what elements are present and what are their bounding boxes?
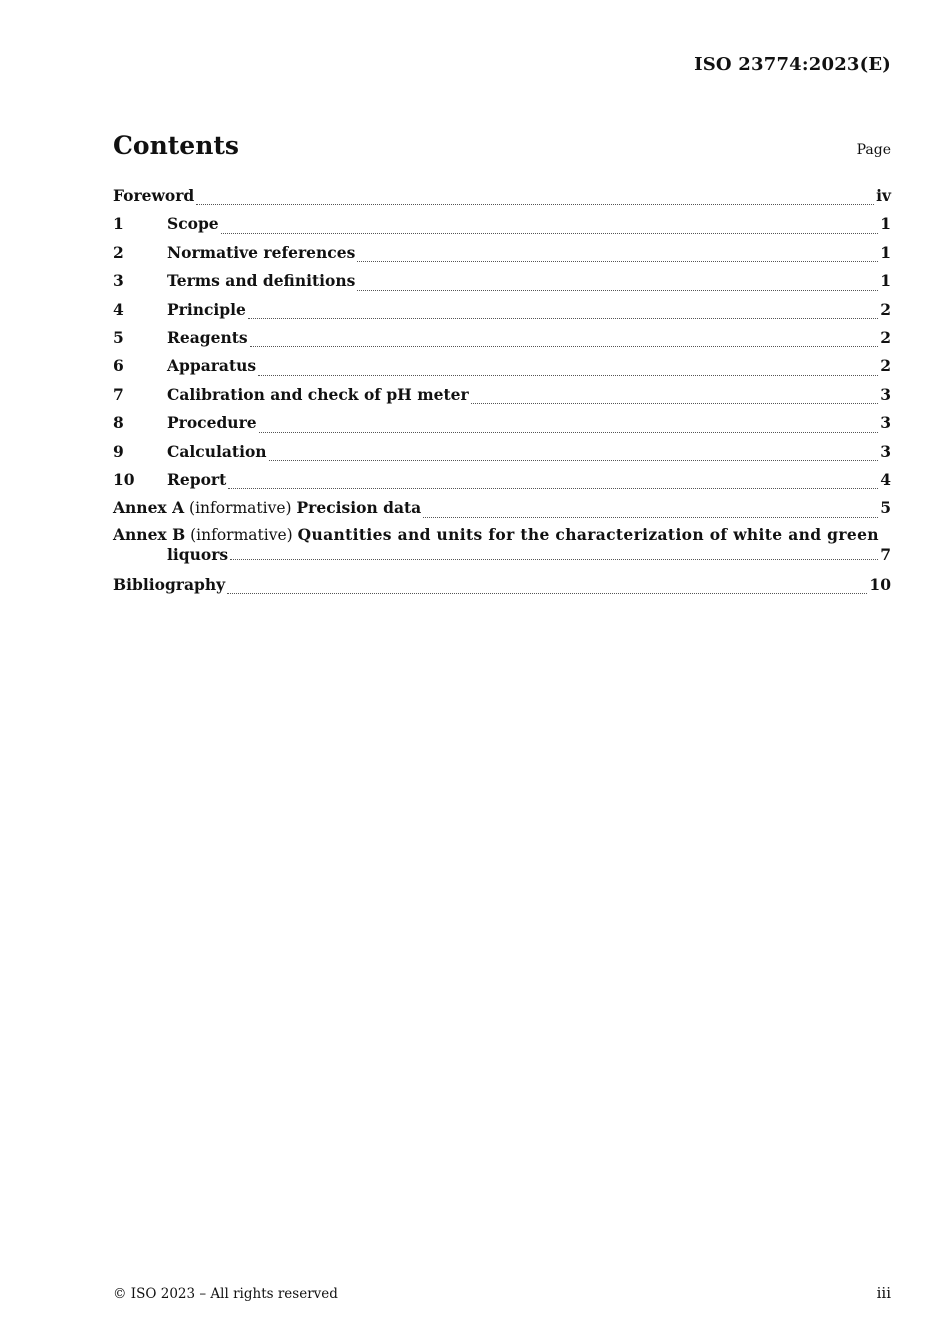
toc-entry-scope[interactable]: [113, 212, 891, 240]
toc-entry-page: 7: [880, 544, 891, 564]
toc-leader-dots: [269, 460, 879, 461]
toc-leader-dots: [228, 488, 878, 489]
toc-entry-title-line1: Quantities and units for the characterization of white and green: [297, 524, 879, 544]
toc-leader-dots: [227, 593, 867, 594]
toc-entry-number: 6: [113, 356, 124, 376]
toc-leader-dots: [471, 403, 879, 404]
toc-entry-calculation[interactable]: [113, 440, 891, 468]
toc-entry-title-line2: liquors: [167, 544, 229, 564]
toc-entry-number: 9: [113, 441, 124, 461]
toc-entry-bibliography[interactable]: [113, 573, 891, 601]
toc-entry-page: 10: [869, 574, 891, 594]
toc-entry-page: 2: [880, 327, 891, 347]
toc-entry-number: 3: [113, 271, 124, 291]
toc-entry-title: Reagents: [167, 327, 248, 347]
toc-entry-apparatus[interactable]: [113, 354, 891, 382]
toc-annex-qualifier: (informative): [185, 525, 298, 544]
toc-leader-dots: [221, 233, 879, 234]
toc-entry-principle[interactable]: [113, 298, 891, 326]
toc-entry-page: 2: [880, 356, 891, 376]
toc-leader-dots: [196, 204, 874, 205]
toc-entry-title: Apparatus: [167, 356, 257, 376]
toc-annex-prefix: Annex B: [113, 524, 186, 544]
toc-entry-page: 2: [880, 299, 891, 319]
toc-entry-terms-and-definitions[interactable]: [113, 269, 891, 297]
table-of-contents: [113, 184, 891, 601]
toc-leader-dots: [230, 559, 878, 560]
toc-leader-dots: [259, 432, 879, 433]
toc-entry-page: 1: [880, 242, 891, 262]
toc-annex-b-line1: [113, 525, 891, 545]
toc-entry-number: 7: [113, 384, 124, 404]
toc-entry-number: 8: [113, 413, 124, 433]
toc-entry-annex-b[interactable]: [113, 525, 891, 565]
page-column-label: Page: [856, 142, 891, 158]
toc-entry-title: Terms and definitions: [167, 271, 356, 291]
toc-entry-number: 5: [113, 327, 124, 347]
footer-page-number: iii: [876, 1284, 891, 1302]
toc-entry-normative-references[interactable]: [113, 241, 891, 269]
toc-entry-annex-a[interactable]: [113, 496, 891, 524]
toc-entry-number: 4: [113, 299, 124, 319]
toc-leader-dots: [357, 261, 878, 262]
footer-copyright: © ISO 2023 – All rights reserved: [113, 1286, 338, 1302]
toc-entry-title: Foreword: [113, 186, 195, 205]
toc-annex-qualifier: (informative): [184, 499, 297, 518]
toc-entry-title: Calibration and check of pH meter: [167, 384, 469, 404]
toc-entry-title: Procedure: [167, 413, 257, 433]
toc-entry-title: Scope: [167, 214, 219, 234]
toc-entry-report[interactable]: [113, 468, 891, 496]
toc-entry-page: 3: [880, 413, 891, 433]
toc-entry-calibration[interactable]: [113, 383, 891, 411]
toc-entry-number: 1: [113, 214, 124, 234]
toc-entry-page: iv: [876, 186, 891, 205]
toc-entry-page: 3: [880, 384, 891, 404]
toc-entry-foreword[interactable]: [113, 184, 891, 212]
toc-entry-page: 4: [880, 469, 891, 489]
toc-entry-page: 5: [880, 498, 891, 518]
toc-leader-dots: [423, 517, 878, 518]
toc-entry-title: Bibliography: [113, 574, 226, 594]
toc-leader-dots: [248, 318, 878, 319]
toc-entry-title: Principle: [167, 299, 246, 319]
toc-entry-page: 1: [880, 271, 891, 291]
toc-leader-dots: [258, 375, 878, 376]
document-id: ISO 23774:2023(E): [694, 54, 891, 75]
toc-entry-page: 3: [880, 441, 891, 461]
toc-entry-title: Calculation: [167, 441, 267, 461]
toc-entry-title: Report: [167, 469, 227, 489]
toc-annex-prefix: Annex A: [113, 498, 185, 518]
toc-entry-reagents[interactable]: [113, 326, 891, 354]
toc-entry-procedure[interactable]: [113, 411, 891, 439]
contents-title: Contents: [113, 131, 240, 160]
toc-annex-b-line2: [113, 545, 891, 565]
toc-leader-dots: [357, 290, 878, 291]
toc-entry-number: 2: [113, 242, 124, 262]
toc-entry-title: Precision data: [296, 498, 422, 518]
toc-entry-title: Normative references: [167, 242, 356, 262]
toc-leader-dots: [250, 346, 879, 347]
toc-entry-number: 10: [113, 469, 135, 489]
toc-entry-page: 1: [880, 214, 891, 234]
